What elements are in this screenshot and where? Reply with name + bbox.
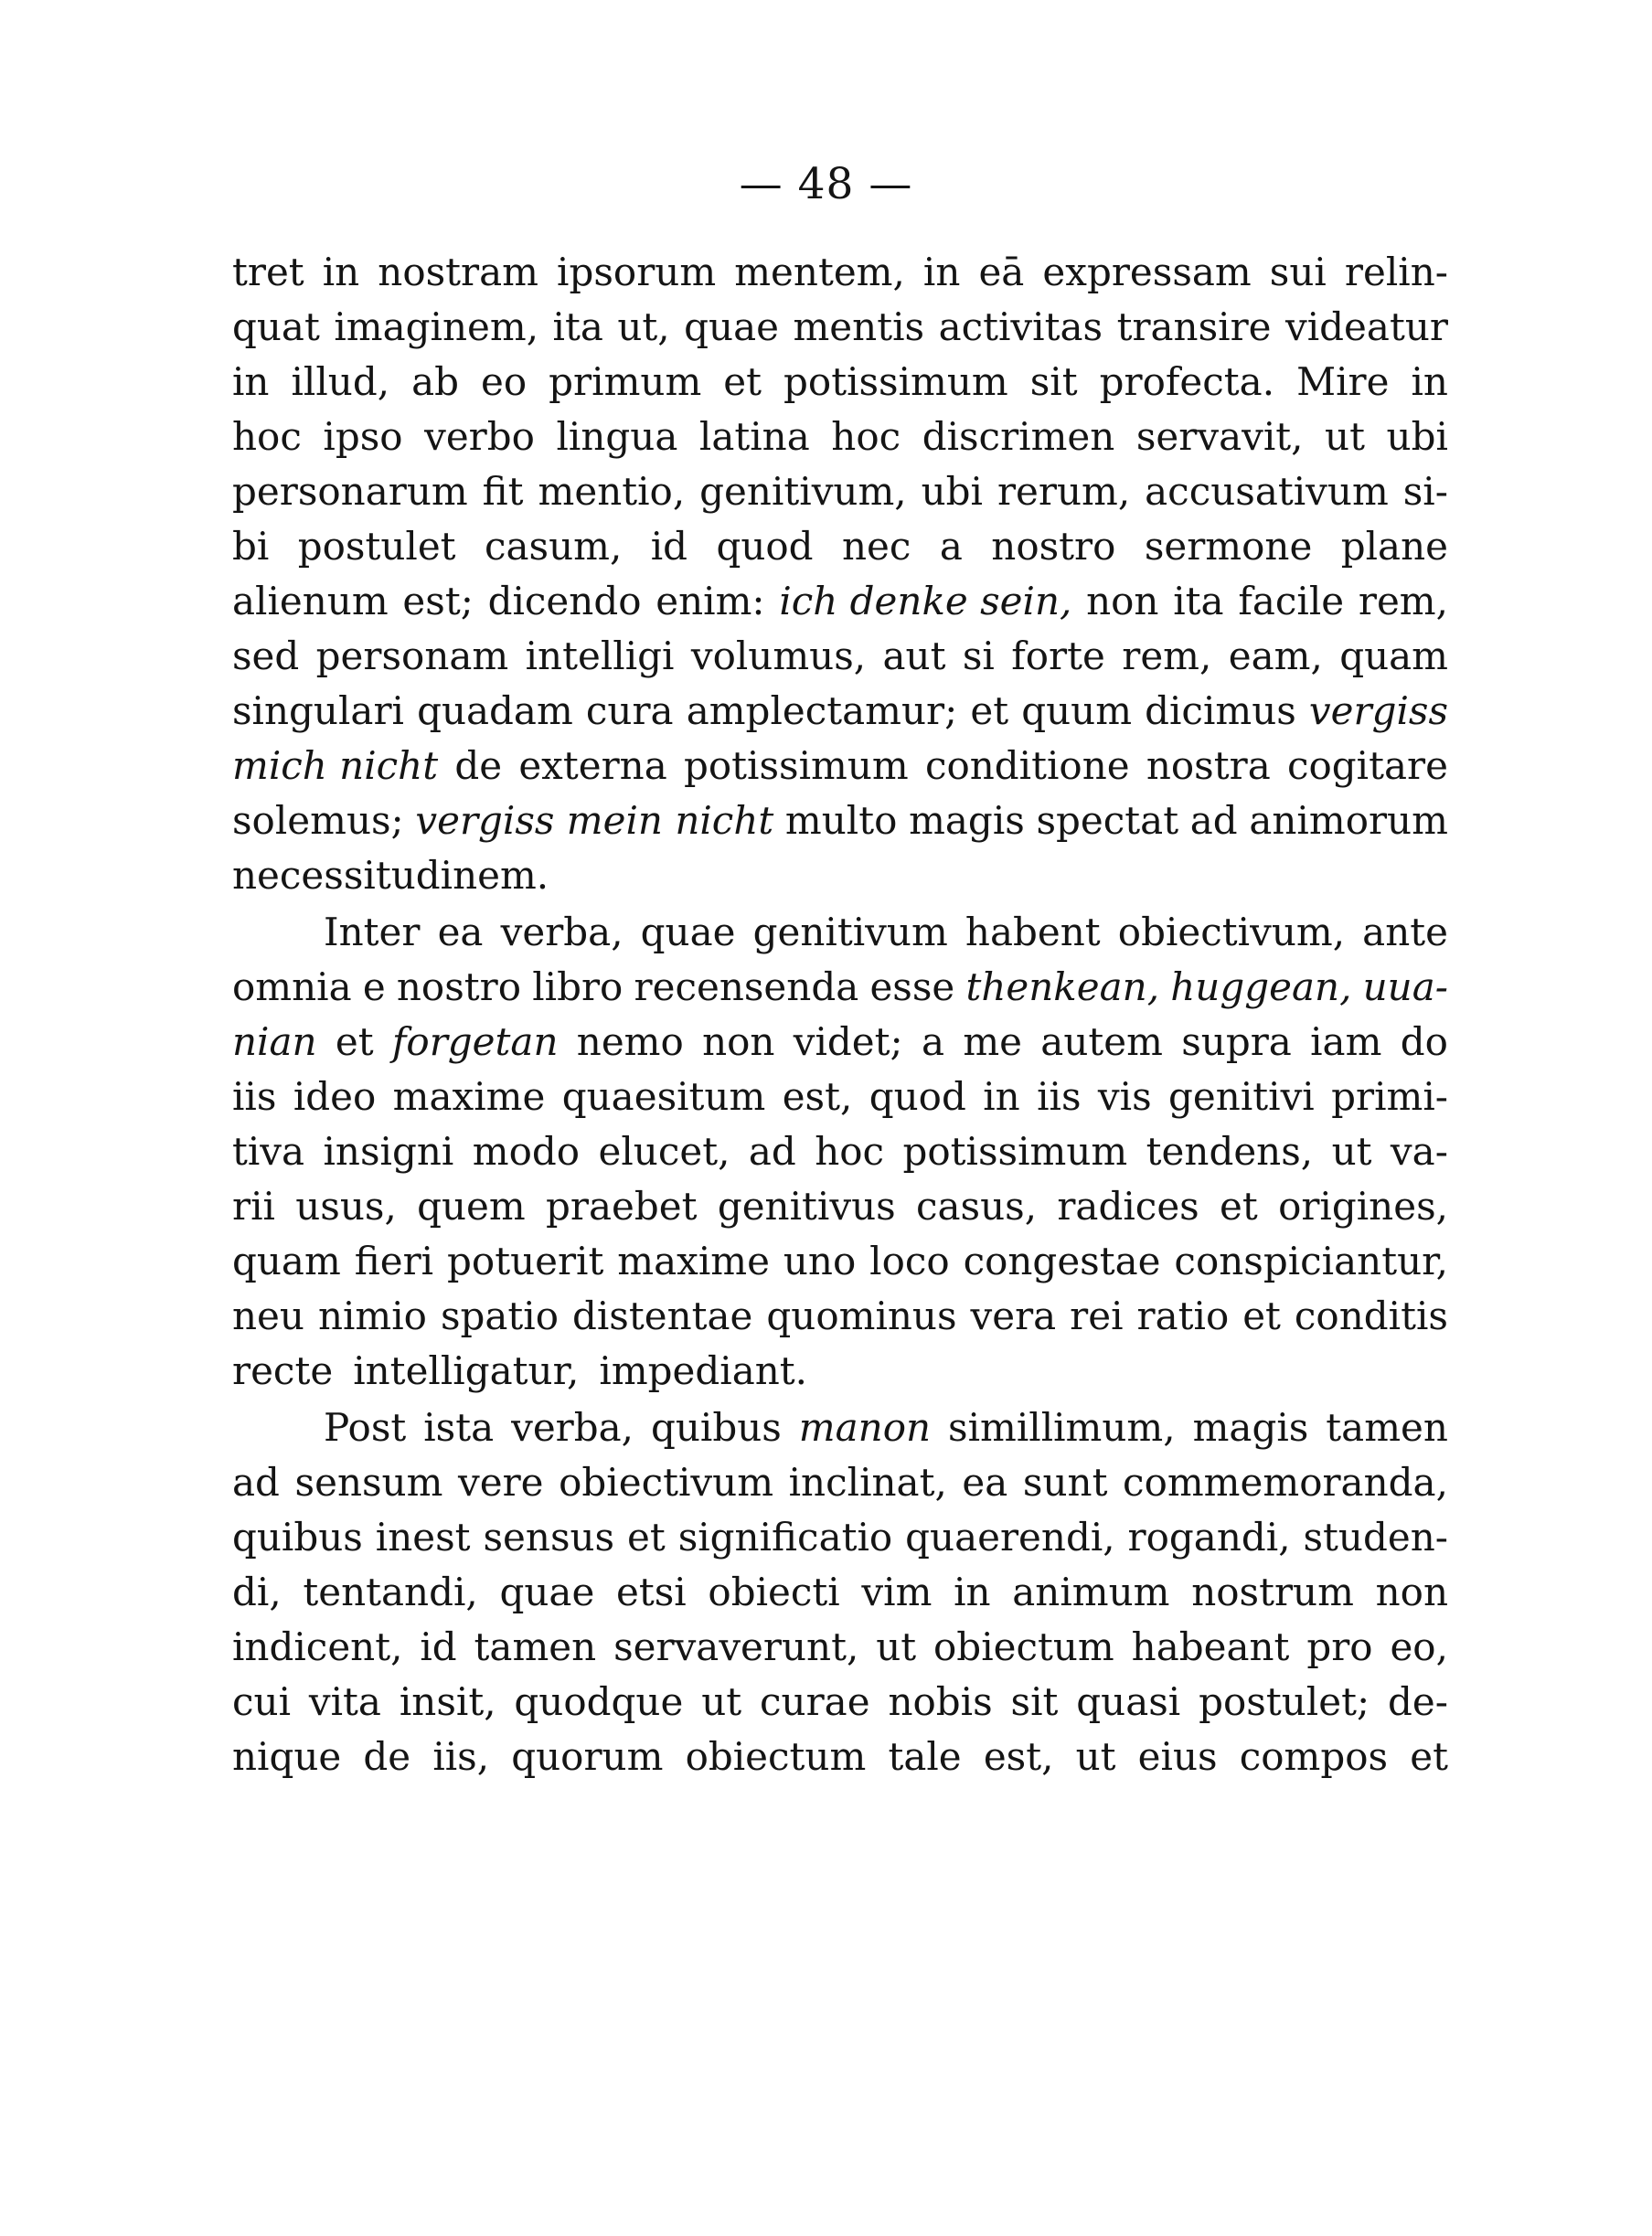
- word: genitivum: [752, 910, 948, 954]
- word: facile: [1238, 579, 1345, 623]
- word: quodque: [514, 1679, 684, 1724]
- word: cura: [585, 688, 674, 733]
- word: postulet;: [1199, 1679, 1370, 1724]
- word: ratio: [1136, 1294, 1230, 1338]
- word: enim:: [655, 579, 765, 623]
- word: ut: [1325, 414, 1365, 459]
- word: impediant.: [599, 1348, 808, 1393]
- word: habeant: [1131, 1624, 1290, 1669]
- word: rem,: [1122, 634, 1212, 678]
- word: forte: [1011, 634, 1105, 678]
- word: ita: [552, 304, 603, 349]
- word: curae: [760, 1679, 870, 1724]
- word: inest: [375, 1515, 471, 1560]
- word: obiectum: [685, 1734, 867, 1779]
- body-text: [232, 245, 1448, 1784]
- word: vere: [458, 1460, 544, 1505]
- word: quominus: [766, 1294, 957, 1338]
- word: eā: [978, 250, 1025, 294]
- word: ad: [1189, 798, 1238, 843]
- word: ea: [962, 1460, 1008, 1505]
- word: nostra: [1146, 743, 1271, 788]
- word: iis: [1037, 1074, 1082, 1119]
- word: vera: [970, 1294, 1057, 1338]
- word: cogitare: [1286, 743, 1448, 788]
- word: ut: [1075, 1734, 1116, 1779]
- word: indicent,: [232, 1624, 403, 1669]
- word: etsi: [616, 1570, 687, 1614]
- text-line: [232, 793, 1448, 848]
- word: quorum: [511, 1734, 664, 1779]
- word: ubi: [921, 469, 983, 514]
- word: videt;: [793, 1019, 903, 1064]
- word: intelligatur,: [353, 1348, 580, 1393]
- word: ante: [1362, 910, 1448, 954]
- word: ad: [232, 1460, 280, 1505]
- word: vergiss: [1308, 688, 1448, 733]
- text-line: [232, 1179, 1448, 1234]
- word: imaginem,: [334, 304, 539, 349]
- word: usus,: [295, 1184, 397, 1229]
- word: di,: [232, 1570, 282, 1614]
- word: omnia: [232, 964, 352, 1009]
- word: supra: [1181, 1019, 1292, 1064]
- word: si-: [1402, 469, 1448, 514]
- word: potissimum: [783, 359, 1008, 404]
- word: et: [335, 1019, 374, 1064]
- word: magis: [909, 798, 1025, 843]
- text-line: [232, 519, 1448, 574]
- word: nian: [232, 1019, 317, 1064]
- word: quem: [417, 1184, 526, 1229]
- word: tiva: [232, 1129, 305, 1174]
- text-line: [232, 1289, 1448, 1344]
- word: Post: [324, 1405, 407, 1450]
- word: personarum: [232, 469, 468, 514]
- word: iis: [232, 1074, 277, 1119]
- word: in: [922, 250, 961, 294]
- word: bi: [232, 524, 270, 569]
- word: libro: [532, 964, 623, 1009]
- word: quam: [232, 1239, 341, 1283]
- word: sermone: [1144, 524, 1313, 569]
- word: thenkean,: [965, 964, 1160, 1009]
- word: casum,: [484, 524, 623, 569]
- word: quae: [640, 910, 736, 954]
- word: est,: [983, 1734, 1054, 1779]
- word: huggean,: [1170, 964, 1352, 1009]
- word: pro: [1306, 1624, 1373, 1669]
- word: a: [939, 524, 963, 569]
- word: compos: [1239, 1734, 1389, 1779]
- word: activitas: [938, 304, 1103, 349]
- word: nemo: [576, 1019, 684, 1064]
- word: conspiciantur,: [1174, 1239, 1448, 1283]
- word: obiectivum: [559, 1460, 774, 1505]
- word: vergiss mein nicht: [415, 798, 774, 843]
- text-line: [232, 1344, 1448, 1399]
- word: genitivus: [717, 1184, 896, 1229]
- word: nimio: [317, 1294, 427, 1338]
- word: habent: [965, 910, 1101, 954]
- word: hoc: [815, 1129, 885, 1174]
- word: expressam: [1042, 250, 1252, 294]
- word: nostro: [991, 524, 1116, 569]
- word: sensus: [483, 1515, 615, 1560]
- word: quaerendi,: [905, 1515, 1115, 1560]
- word: studen-: [1303, 1515, 1448, 1560]
- word: hoc: [831, 414, 901, 459]
- word: sit: [1010, 1679, 1059, 1724]
- word: ideo: [293, 1074, 377, 1119]
- word: nobis: [888, 1679, 993, 1724]
- word: commemoranda,: [1123, 1460, 1448, 1505]
- word: ipso: [323, 414, 403, 459]
- word: quadam: [417, 688, 573, 733]
- text-line: [232, 245, 1448, 300]
- word: neu: [232, 1294, 304, 1338]
- word: nec: [841, 524, 911, 569]
- word: sunt: [1022, 1460, 1108, 1505]
- word: loco: [869, 1239, 950, 1283]
- word: personam: [315, 634, 509, 678]
- word: servavit,: [1135, 414, 1304, 459]
- word: nostrum: [1191, 1570, 1354, 1614]
- word: transire: [1116, 304, 1272, 349]
- text-line: [232, 1565, 1448, 1620]
- word: hoc: [232, 414, 302, 459]
- word: quum: [1021, 688, 1133, 733]
- word: volumus,: [690, 634, 867, 678]
- word: si: [962, 634, 995, 678]
- word: maxime: [617, 1239, 770, 1283]
- word: conditis: [1294, 1294, 1448, 1338]
- word: ad: [748, 1129, 796, 1174]
- word: singulari: [232, 688, 404, 733]
- word: magis: [1192, 1405, 1309, 1450]
- word: mentio,: [538, 469, 686, 514]
- word: do: [1400, 1019, 1448, 1064]
- word: ut: [1331, 1129, 1372, 1174]
- word: recensenda: [634, 964, 859, 1009]
- text-line: [232, 1015, 1448, 1070]
- text-line: [232, 300, 1448, 355]
- word: esse: [869, 964, 955, 1009]
- word: quam: [1339, 634, 1448, 678]
- word: origines,: [1278, 1184, 1448, 1229]
- word: cui: [232, 1679, 292, 1724]
- word: lingua: [556, 414, 678, 459]
- word: ista: [423, 1405, 495, 1450]
- text-line: [232, 1234, 1448, 1289]
- text-line: [232, 1620, 1448, 1675]
- word: latina: [698, 414, 810, 459]
- word: genitivum,: [699, 469, 907, 514]
- word: maxime: [392, 1074, 546, 1119]
- word: in: [954, 1570, 991, 1614]
- word: amplectamur;: [686, 688, 958, 733]
- word: verba,: [511, 1405, 634, 1450]
- word: ut: [876, 1624, 917, 1669]
- word: rei: [1070, 1294, 1124, 1338]
- word: discrimen: [922, 414, 1115, 459]
- word: tentandi,: [303, 1570, 478, 1614]
- word: conditione: [924, 743, 1130, 788]
- word: uno: [783, 1239, 857, 1283]
- word: et: [627, 1515, 666, 1560]
- word: postulet: [297, 524, 456, 569]
- word: va-: [1390, 1129, 1448, 1174]
- word: potuerit: [447, 1239, 604, 1283]
- word: sit: [1029, 359, 1078, 404]
- word: multo: [784, 798, 898, 843]
- word: praebet: [546, 1184, 698, 1229]
- text-line: [232, 1400, 1448, 1455]
- word: intelligi: [525, 634, 675, 678]
- word: illud,: [291, 359, 390, 404]
- word: fit: [482, 469, 524, 514]
- word: mentis: [793, 304, 925, 349]
- word: vis: [1097, 1074, 1152, 1119]
- word: potissimum: [902, 1129, 1128, 1174]
- word: accusativum: [1145, 469, 1389, 514]
- word: elucet,: [598, 1129, 730, 1174]
- word: solemus;: [232, 798, 404, 843]
- word: eam,: [1228, 634, 1323, 678]
- word: quaesitum: [561, 1074, 766, 1119]
- word: in: [322, 250, 360, 294]
- word: vita: [308, 1679, 381, 1724]
- word: rogandi,: [1127, 1515, 1291, 1560]
- word: id: [420, 1624, 457, 1669]
- word: radices: [1057, 1184, 1199, 1229]
- word: et: [1242, 1294, 1281, 1338]
- word: necessitudinem.: [232, 853, 549, 898]
- word: forgetan: [391, 1019, 559, 1064]
- text-line: [232, 355, 1448, 410]
- word: quod: [869, 1074, 966, 1119]
- word: spectat: [1036, 798, 1179, 843]
- word: rem,: [1358, 579, 1448, 623]
- text-line: [232, 1455, 1448, 1510]
- word: ich denke sein,: [779, 579, 1072, 623]
- word: quae: [684, 304, 779, 349]
- word: verbo: [424, 414, 535, 459]
- word: nique: [232, 1734, 342, 1779]
- word: significatio: [677, 1515, 893, 1560]
- text-line: [232, 1124, 1448, 1179]
- word: videatur: [1285, 304, 1448, 349]
- text-line: [232, 739, 1448, 793]
- word: simillimum,: [948, 1405, 1176, 1450]
- word: animorum: [1249, 798, 1448, 843]
- text-line: [232, 1675, 1448, 1730]
- word: distentae: [571, 1294, 753, 1338]
- page-number: — 48 —: [739, 159, 913, 209]
- word: recte: [232, 1348, 334, 1393]
- word: spatio: [440, 1294, 560, 1338]
- word: et: [1220, 1184, 1258, 1229]
- text-line: [232, 848, 1448, 903]
- word: ipsorum: [557, 250, 717, 294]
- word: non: [702, 1019, 775, 1064]
- word: et: [970, 688, 1009, 733]
- word: nostram: [378, 250, 538, 294]
- word: a: [921, 1019, 945, 1064]
- word: de: [454, 743, 503, 788]
- word: sui: [1269, 250, 1327, 294]
- word: vim: [861, 1570, 933, 1614]
- word: obiectivum,: [1117, 910, 1346, 954]
- word: dicendo: [487, 579, 642, 623]
- word: relin-: [1344, 250, 1448, 294]
- word: quibus: [232, 1515, 363, 1560]
- word: me: [963, 1019, 1022, 1064]
- word: quibus: [650, 1405, 782, 1450]
- word: primum: [549, 359, 702, 404]
- word: verba,: [500, 910, 623, 954]
- word: animum: [1012, 1570, 1170, 1614]
- word: potissimum: [683, 743, 909, 788]
- word: iam: [1310, 1019, 1382, 1064]
- text-line: [232, 629, 1448, 684]
- word: primi-: [1331, 1074, 1448, 1119]
- text-line: [232, 1510, 1448, 1565]
- word: eo,: [1390, 1624, 1448, 1669]
- word: servaverunt,: [613, 1624, 859, 1669]
- word: in: [983, 1074, 1020, 1119]
- word: quae: [499, 1570, 595, 1614]
- word: modo: [472, 1129, 581, 1174]
- word: autem: [1040, 1019, 1163, 1064]
- text-line: [232, 410, 1448, 464]
- word: non: [1086, 579, 1159, 623]
- text-line: [232, 905, 1448, 960]
- word: non: [1375, 1570, 1448, 1614]
- word: tret: [232, 250, 304, 294]
- text-line: [232, 464, 1448, 519]
- text-line: [232, 960, 1448, 1015]
- word: tamen: [1326, 1405, 1448, 1450]
- word: de: [363, 1734, 411, 1779]
- word: est;: [402, 579, 474, 623]
- word: obiecti: [708, 1570, 840, 1614]
- word: quat: [232, 304, 320, 349]
- word: ea: [437, 910, 484, 954]
- word: genitivi: [1168, 1074, 1315, 1119]
- text-line: [232, 574, 1448, 629]
- word: mich nicht: [232, 743, 439, 788]
- word: ut: [701, 1679, 742, 1724]
- text-line: [232, 1730, 1448, 1784]
- word: nostro: [396, 964, 522, 1009]
- word: aut: [882, 634, 946, 678]
- text-line: [232, 684, 1448, 739]
- word: quasi: [1076, 1679, 1181, 1724]
- word: in: [1411, 359, 1448, 404]
- word: quod: [716, 524, 814, 569]
- word: de-: [1387, 1679, 1448, 1724]
- word: dicimus: [1145, 688, 1296, 733]
- word: obiectum: [933, 1624, 1114, 1669]
- word: e: [362, 964, 386, 1009]
- word: ut,: [617, 304, 670, 349]
- word: uua-: [1362, 964, 1448, 1009]
- word: id: [650, 524, 688, 569]
- word: tendens,: [1146, 1129, 1314, 1174]
- word: ubi: [1386, 414, 1448, 459]
- word: iis,: [432, 1734, 490, 1779]
- word: congestae: [963, 1239, 1161, 1283]
- word: sensum: [294, 1460, 443, 1505]
- word: fieri: [354, 1239, 434, 1283]
- word: externa: [518, 743, 667, 788]
- word: ita: [1173, 579, 1224, 623]
- word: eo: [481, 359, 528, 404]
- text-line: [232, 1070, 1448, 1124]
- word: eius: [1137, 1734, 1218, 1779]
- word: insigni: [323, 1129, 454, 1174]
- word: inclinat,: [788, 1460, 947, 1505]
- word: casus,: [915, 1184, 1038, 1229]
- word: tale: [888, 1734, 962, 1779]
- word: profecta.: [1099, 359, 1275, 404]
- word: sed: [232, 634, 300, 678]
- word: est,: [782, 1074, 853, 1119]
- word: alienum: [232, 579, 389, 623]
- word: rii: [232, 1184, 275, 1229]
- word: in: [232, 359, 270, 404]
- word: plane: [1340, 524, 1448, 569]
- word: manon: [798, 1405, 932, 1450]
- word: tamen: [474, 1624, 597, 1669]
- word: Inter: [324, 910, 421, 954]
- word: mentem,: [734, 250, 905, 294]
- word: ab: [411, 359, 460, 404]
- word: Mire: [1296, 359, 1390, 404]
- word: rerum,: [997, 469, 1131, 514]
- word: et: [723, 359, 762, 404]
- word: et: [1410, 1734, 1448, 1779]
- word: insit,: [399, 1679, 496, 1724]
